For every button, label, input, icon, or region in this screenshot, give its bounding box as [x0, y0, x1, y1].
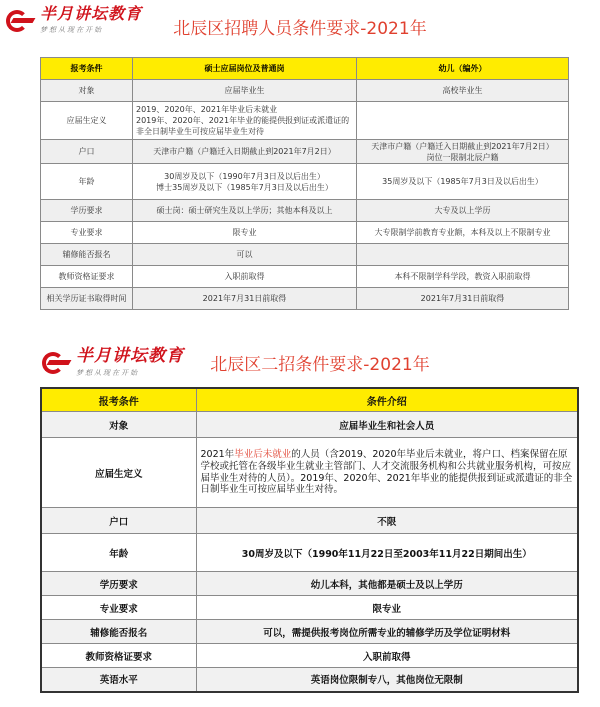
row-label: 教师资格证要求 — [41, 266, 133, 288]
table1 — [40, 57, 569, 310]
cell-value: 硕士岗：硕士研究生及以上学历；其他本科及以上 — [133, 200, 357, 222]
cell-value: 2021年7月31日前取得 — [357, 288, 569, 310]
logo-mark-icon — [42, 351, 72, 375]
brand-name: 半月讲坛教育 — [40, 4, 143, 23]
row-label: 学历要求 — [41, 200, 133, 222]
cell-value: 2021年7月31日前取得 — [133, 288, 357, 310]
cell-value — [357, 244, 569, 266]
table-row — [41, 572, 578, 596]
brand-logo — [42, 348, 184, 378]
table-row — [41, 438, 578, 508]
row-label: 英语水平 — [41, 668, 196, 692]
cell-text: 的人员（含2019、2020年毕业后未就业，将户口、档案保留在原学校或托管在各级毕业生就业主管部门、人才交流服务机构和公共就业服务机构，可按应届毕业生对待的人员）。2019年、2020年、2021年毕业的能提供报到证或派遣证的非全日制毕业生可按应届毕业生对待。 — [200, 448, 573, 496]
row-label: 辅修能否报名 — [41, 244, 133, 266]
table-row — [41, 102, 569, 140]
table-row — [41, 534, 578, 572]
row-label: 对象 — [41, 412, 196, 438]
cell-value: 英语岗位限制专八，其他岗位无限制 — [196, 668, 578, 692]
cell-value: 可以 — [133, 244, 357, 266]
cell-value: 大专及以上学历 — [357, 200, 569, 222]
brand-slogan: 梦想从现在开始 — [76, 369, 139, 377]
row-label: 年龄 — [41, 164, 133, 200]
row-label: 户口 — [41, 140, 133, 164]
cell-value: 限专业 — [133, 222, 357, 244]
table2-header: 报考条件 — [41, 388, 196, 412]
table1-header: 幼儿（编外） — [357, 58, 569, 80]
row-label: 应届生定义 — [41, 438, 196, 508]
table1-header: 硕士应届岗位及普通岗 — [133, 58, 357, 80]
cell-value: 应届毕业生和社会人员 — [196, 412, 578, 438]
table1-header-row — [41, 58, 569, 80]
table2-title: 北辰区二招条件要求-2021年 — [210, 355, 430, 375]
row-label: 对象 — [41, 80, 133, 102]
table2-header: 条件介绍 — [196, 388, 578, 412]
row-label: 辅修能否报名 — [41, 620, 196, 644]
row-label: 年龄 — [41, 534, 196, 572]
brand-slogan: 梦想从现在开始 — [40, 26, 103, 34]
cell-value: 入职前取得 — [196, 644, 578, 668]
table-row — [41, 200, 569, 222]
cell-value: 高校毕业生 — [357, 80, 569, 102]
table-row — [41, 244, 569, 266]
cell-value: 应届毕业生 — [133, 80, 357, 102]
table-row — [41, 668, 578, 692]
row-label: 专业要求 — [41, 596, 196, 620]
table-row — [41, 644, 578, 668]
row-label: 专业要求 — [41, 222, 133, 244]
row-label: 户口 — [41, 508, 196, 534]
table-row — [41, 288, 569, 310]
table2 — [40, 387, 579, 693]
cell-value — [196, 438, 578, 508]
table-row — [41, 508, 578, 534]
cell-value: 35周岁及以下（1985年7月3日及以后出生） — [357, 164, 569, 200]
table-row — [41, 596, 578, 620]
cell-value: 30周岁及以下（1990年7月3日及以后出生） 博士35周岁及以下（1985年7月3日及以后出生） — [133, 164, 357, 200]
table-row — [41, 412, 578, 438]
cell-value: 幼儿本科，其他都是硕士及以上学历 — [196, 572, 578, 596]
brand-name: 半月讲坛教育 — [76, 346, 184, 366]
table-row — [41, 140, 569, 164]
cell-value: 限专业 — [196, 596, 578, 620]
table1-title: 北辰区招聘人员条件要求-2021年 — [173, 19, 427, 39]
row-label: 相关学历证书取得时间 — [41, 288, 133, 310]
table-row — [41, 80, 569, 102]
cell-value: 可以，需提供报考岗位所需专业的辅修学历及学位证明材料 — [196, 620, 578, 644]
cell-value: 2019、2020年、2021年毕业后未就业 2019年、2020年、2021年毕业的能提供报到证或派遣证的非全日制毕业生可按应届毕业生对待 — [133, 102, 357, 140]
row-label: 学历要求 — [41, 572, 196, 596]
table2-header-row — [41, 388, 578, 412]
table1-header: 报考条件 — [41, 58, 133, 80]
row-label: 应届生定义 — [41, 102, 133, 140]
cell-value: 不限 — [196, 508, 578, 534]
table-row — [41, 620, 578, 644]
cell-value — [357, 102, 569, 140]
cell-value: 大专限制学前教育专业额，本科及以上不限制专业 — [357, 222, 569, 244]
cell-value: 30周岁及以下（1990年11月22日至2003年11月22日期间出生） — [196, 534, 578, 572]
highlighted-text: 毕业后未就业 — [234, 448, 292, 460]
cell-value: 入职前取得 — [133, 266, 357, 288]
table-row — [41, 266, 569, 288]
table-row — [41, 164, 569, 200]
table-row — [41, 222, 569, 244]
cell-value: 本科不限制学科学段，教资入职前取得 — [357, 266, 569, 288]
row-label: 教师资格证要求 — [41, 644, 196, 668]
cell-value: 天津市户籍（户籍迁入日期截止到2021年7月2日） — [133, 140, 357, 164]
cell-value: 天津市户籍（户籍迁入日期截止到2021年7月2日） 岗位一限制北辰户籍 — [357, 140, 569, 164]
cell-text: 2021年 — [200, 448, 235, 460]
